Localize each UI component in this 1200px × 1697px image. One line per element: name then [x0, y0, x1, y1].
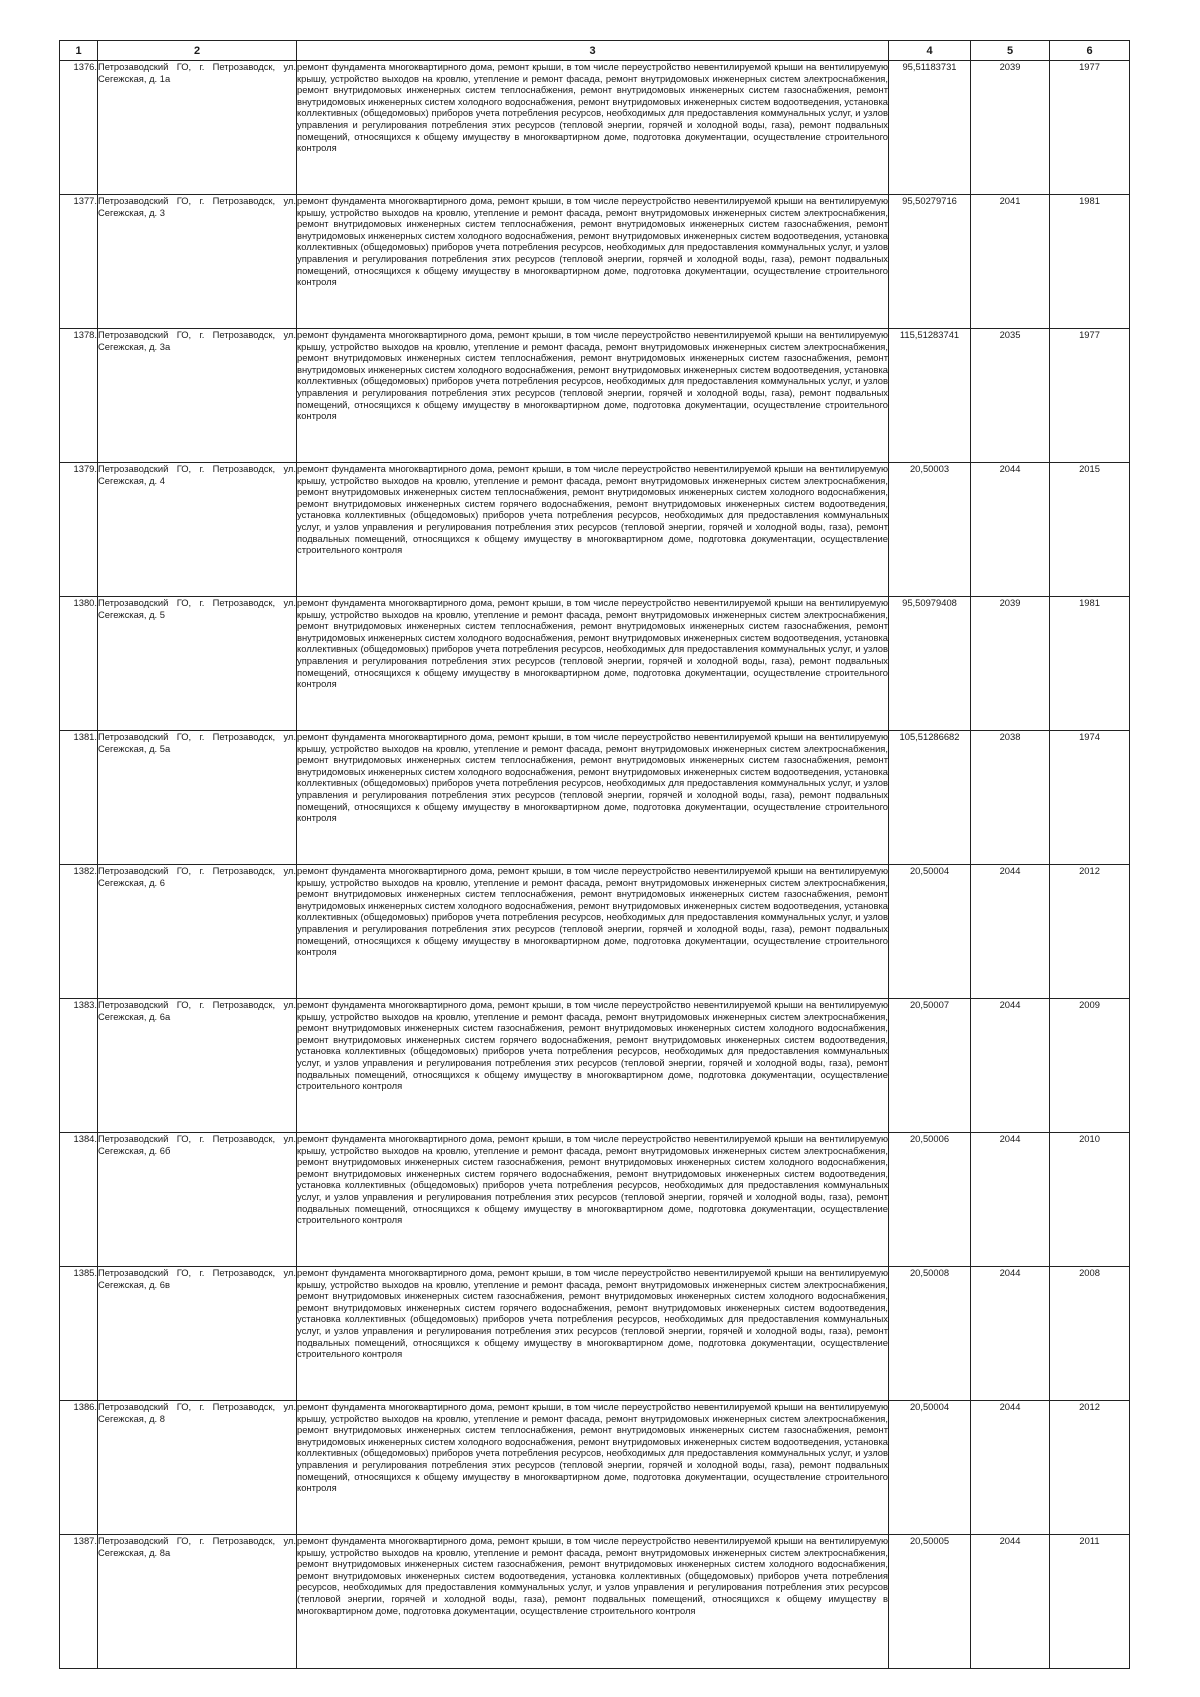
works-cell: ремонт фундамента многоквартирного дома, ремонт крыши, в том числе переустройство невентилируемой крыши на вентилируемую крышу, устройство выходов на кровлю, утепление и ремонт фасада, ремонт внутридомовых инженерных систем электроснабжения, ремонт внутридомовых инженерных систем теплоснабжения, ремонт внутридомовых инженерных систем газоснабжения, ремонт внутридомовых инженерных систем холодного водоснабжения, ремонт внутридомовых инженерных систем водоотведения, установка коллективных (общедомовых) приборов учета потребления ресурсов, необходимых для предоставления коммунальных услуг, и узлов управления и регулирования потребления этих ресурсов (тепловой энергии, горячей и холодной воды, газа), ремонт подвальных помещений, относящихся к общему имуществу в многоквартирном доме, подготовка документации, осуществление строительного контроля	[297, 61, 889, 195]
works-cell: ремонт фундамента многоквартирного дома, ремонт крыши, в том числе переустройство невентилируемой крыши на вентилируемую крышу, устройство выходов на кровлю, утепление и ремонт фасада, ремонт внутридомовых инженерных систем электроснабжения, ремонт внутридомовых инженерных систем теплоснабжения, ремонт внутридомовых инженерных систем газоснабжения, ремонт внутридомовых инженерных систем холодного водоснабжения, ремонт внутридомовых инженерных систем водоотведения, установка коллективных (общедомовых) приборов учета потребления ресурсов, необходимых для предоставления коммунальных услуг, и узлов управления и регулирования потребления этих ресурсов (тепловой энергии, горячей и холодной воды, газа), ремонт подвальных помещений, относящихся к общему имуществу в многоквартирном доме, подготовка документации, осуществление строительного контроля	[297, 865, 889, 999]
address-cell: Петрозаводский ГО, г. Петрозаводск, ул. Сегежская, д. 8а	[98, 1535, 297, 1669]
value-cell: 95,50279716	[889, 195, 971, 329]
year-planned-cell: 2044	[971, 1401, 1050, 1535]
value-cell: 115,51283741	[889, 329, 971, 463]
year-planned-cell: 2044	[971, 1133, 1050, 1267]
table-row	[60, 195, 1130, 329]
year-built-cell: 1981	[1050, 195, 1130, 329]
table-row	[60, 463, 1130, 597]
row-number-cell: 1376.	[60, 61, 98, 195]
row-number-cell: 1379.	[60, 463, 98, 597]
value-cell: 20,50008	[889, 1267, 971, 1401]
row-number-cell: 1383.	[60, 999, 98, 1133]
table-row	[60, 1535, 1130, 1669]
table-row	[60, 1401, 1130, 1535]
table-row	[60, 61, 1130, 195]
value-cell: 20,50007	[889, 999, 971, 1133]
works-cell: ремонт фундамента многоквартирного дома, ремонт крыши, в том числе переустройство невентилируемой крыши на вентилируемую крышу, устройство выходов на кровлю, утепление и ремонт фасада, ремонт внутридомовых инженерных систем электроснабжения, ремонт внутридомовых инженерных систем газоснабжения, ремонт внутридомовых инженерных систем холодного водоснабжения, ремонт внутридомовых инженерных систем горячего водоснабжения, ремонт внутридомовых инженерных систем водоотведения, установка коллективных (общедомовых) приборов учета потребления ресурсов, необходимых для предоставления коммунальных услуг, и узлов управления и регулирования потребления этих ресурсов (тепловой энергии, горячей и холодной воды, газа), ремонт подвальных помещений, относящихся к общему имуществу в многоквартирном доме, подготовка документации, осуществление строительного контроля	[297, 1133, 889, 1267]
year-planned-cell: 2039	[971, 61, 1050, 195]
address-cell: Петрозаводский ГО, г. Петрозаводск, ул. Сегежская, д. 6	[98, 865, 297, 999]
table-row	[60, 1267, 1130, 1401]
row-number-cell: 1381.	[60, 731, 98, 865]
year-planned-cell: 2041	[971, 195, 1050, 329]
works-cell: ремонт фундамента многоквартирного дома, ремонт крыши, в том числе переустройство невентилируемой крыши на вентилируемую крышу, устройство выходов на кровлю, утепление и ремонт фасада, ремонт внутридомовых инженерных систем электроснабжения, ремонт внутридомовых инженерных систем теплоснабжения, ремонт внутридомовых инженерных систем газоснабжения, ремонт внутридомовых инженерных систем холодного водоснабжения, ремонт внутридомовых инженерных систем водоотведения, установка коллективных (общедомовых) приборов учета потребления ресурсов, необходимых для предоставления коммунальных услуг, и узлов управления и регулирования потребления этих ресурсов (тепловой энергии, горячей и холодной воды, газа), ремонт подвальных помещений, относящихся к общему имуществу в многоквартирном доме, подготовка документации, осуществление строительного контроля	[297, 1401, 889, 1535]
address-cell: Петрозаводский ГО, г. Петрозаводск, ул. Сегежская, д. 4	[98, 463, 297, 597]
row-number-cell: 1387.	[60, 1535, 98, 1669]
address-cell: Петрозаводский ГО, г. Петрозаводск, ул. Сегежская, д. 6б	[98, 1133, 297, 1267]
address-cell: Петрозаводский ГО, г. Петрозаводск, ул. Сегежская, д. 1а	[98, 61, 297, 195]
year-built-cell: 1974	[1050, 731, 1130, 865]
year-planned-cell: 2038	[971, 731, 1050, 865]
value-cell: 20,50003	[889, 463, 971, 597]
works-cell: ремонт фундамента многоквартирного дома, ремонт крыши, в том числе переустройство невентилируемой крыши на вентилируемую крышу, устройство выходов на кровлю, утепление и ремонт фасада, ремонт внутридомовых инженерных систем электроснабжения, ремонт внутридомовых инженерных систем газоснабжения, ремонт внутридомовых инженерных систем холодного водоснабжения, ремонт внутридомовых инженерных систем водоотведения, установка коллективных (общедомовых) приборов учета потребления ресурсов, необходимых для предоставления коммунальных услуг, и узлов управления и регулирования потребления этих ресурсов (тепловой энергии, горячей и холодной воды, газа), ремонт подвальных помещений, относящихся к общему имуществу в многоквартирном доме, подготовка документации, осуществление строительного контроля	[297, 1535, 889, 1669]
year-built-cell: 2015	[1050, 463, 1130, 597]
works-cell: ремонт фундамента многоквартирного дома, ремонт крыши, в том числе переустройство невентилируемой крыши на вентилируемую крышу, устройство выходов на кровлю, утепление и ремонт фасада, ремонт внутридомовых инженерных систем электроснабжения, ремонт внутридомовых инженерных систем газоснабжения, ремонт внутридомовых инженерных систем холодного водоснабжения, ремонт внутридомовых инженерных систем горячего водоснабжения, ремонт внутридомовых инженерных систем водоотведения, установка коллективных (общедомовых) приборов учета потребления ресурсов, необходимых для предоставления коммунальных услуг, и узлов управления и регулирования потребления этих ресурсов (тепловой энергии, горячей и холодной воды, газа), ремонт подвальных помещений, относящихся к общему имуществу в многоквартирном доме, подготовка документации, осуществление строительного контроля	[297, 999, 889, 1133]
column-header: 1	[60, 41, 98, 61]
year-planned-cell: 2044	[971, 1267, 1050, 1401]
year-planned-cell: 2039	[971, 597, 1050, 731]
value-cell: 20,50004	[889, 1401, 971, 1535]
address-cell: Петрозаводский ГО, г. Петрозаводск, ул. Сегежская, д. 5	[98, 597, 297, 731]
year-built-cell: 2012	[1050, 865, 1130, 999]
row-number-cell: 1384.	[60, 1133, 98, 1267]
year-built-cell: 2009	[1050, 999, 1130, 1133]
year-built-cell: 2008	[1050, 1267, 1130, 1401]
column-header: 4	[889, 41, 971, 61]
value-cell: 95,50979408	[889, 597, 971, 731]
row-number-cell: 1377.	[60, 195, 98, 329]
year-built-cell: 1977	[1050, 329, 1130, 463]
year-built-cell: 2012	[1050, 1401, 1130, 1535]
table-row	[60, 1133, 1130, 1267]
year-planned-cell: 2044	[971, 865, 1050, 999]
header-row	[60, 41, 1130, 61]
table-body	[60, 41, 1130, 1669]
address-cell: Петрозаводский ГО, г. Петрозаводск, ул. Сегежская, д. 5а	[98, 731, 297, 865]
value-cell: 20,50005	[889, 1535, 971, 1669]
address-cell: Петрозаводский ГО, г. Петрозаводск, ул. Сегежская, д. 3	[98, 195, 297, 329]
column-header: 5	[971, 41, 1050, 61]
works-cell: ремонт фундамента многоквартирного дома, ремонт крыши, в том числе переустройство невентилируемой крыши на вентилируемую крышу, устройство выходов на кровлю, утепление и ремонт фасада, ремонт внутридомовых инженерных систем электроснабжения, ремонт внутридомовых инженерных систем теплоснабжения, ремонт внутридомовых инженерных систем газоснабжения, ремонт внутридомовых инженерных систем холодного водоснабжения, ремонт внутридомовых инженерных систем водоотведения, установка коллективных (общедомовых) приборов учета потребления ресурсов, необходимых для предоставления коммунальных услуг, и узлов управления и регулирования потребления этих ресурсов (тепловой энергии, горячей и холодной воды, газа), ремонт подвальных помещений, относящихся к общему имуществу в многоквартирном доме, подготовка документации, осуществление строительного контроля	[297, 329, 889, 463]
works-cell: ремонт фундамента многоквартирного дома, ремонт крыши, в том числе переустройство невентилируемой крыши на вентилируемую крышу, устройство выходов на кровлю, утепление и ремонт фасада, ремонт внутридомовых инженерных систем электроснабжения, ремонт внутридомовых инженерных систем теплоснабжения, ремонт внутридомовых инженерных систем газоснабжения, ремонт внутридомовых инженерных систем холодного водоснабжения, ремонт внутридомовых инженерных систем водоотведения, установка коллективных (общедомовых) приборов учета потребления ресурсов, необходимых для предоставления коммунальных услуг, и узлов управления и регулирования потребления этих ресурсов (тепловой энергии, горячей и холодной воды, газа), ремонт подвальных помещений, относящихся к общему имуществу в многоквартирном доме, подготовка документации, осуществление строительного контроля	[297, 597, 889, 731]
column-header: 6	[1050, 41, 1130, 61]
value-cell: 95,51183731	[889, 61, 971, 195]
value-cell: 105,51286682	[889, 731, 971, 865]
address-cell: Петрозаводский ГО, г. Петрозаводск, ул. Сегежская, д. 8	[98, 1401, 297, 1535]
year-planned-cell: 2044	[971, 999, 1050, 1133]
row-number-cell: 1385.	[60, 1267, 98, 1401]
value-cell: 20,50006	[889, 1133, 971, 1267]
table-row	[60, 999, 1130, 1133]
register-table	[59, 40, 1130, 1669]
works-cell: ремонт фундамента многоквартирного дома, ремонт крыши, в том числе переустройство невентилируемой крыши на вентилируемую крышу, устройство выходов на кровлю, утепление и ремонт фасада, ремонт внутридомовых инженерных систем электроснабжения, ремонт внутридомовых инженерных систем теплоснабжения, ремонт внутридомовых инженерных систем газоснабжения, ремонт внутридомовых инженерных систем холодного водоснабжения, ремонт внутридомовых инженерных систем водоотведения, установка коллективных (общедомовых) приборов учета потребления ресурсов, необходимых для предоставления коммунальных услуг, и узлов управления и регулирования потребления этих ресурсов (тепловой энергии, горячей и холодной воды, газа), ремонт подвальных помещений, относящихся к общему имуществу в многоквартирном доме, подготовка документации, осуществление строительного контроля	[297, 195, 889, 329]
document-page	[59, 40, 1129, 1669]
row-number-cell: 1380.	[60, 597, 98, 731]
row-number-cell: 1382.	[60, 865, 98, 999]
year-planned-cell: 2035	[971, 329, 1050, 463]
address-cell: Петрозаводский ГО, г. Петрозаводск, ул. Сегежская, д. 6в	[98, 1267, 297, 1401]
table-row	[60, 731, 1130, 865]
year-built-cell: 1981	[1050, 597, 1130, 731]
year-built-cell: 1977	[1050, 61, 1130, 195]
column-header: 3	[297, 41, 889, 61]
year-built-cell: 2010	[1050, 1133, 1130, 1267]
row-number-cell: 1386.	[60, 1401, 98, 1535]
value-cell: 20,50004	[889, 865, 971, 999]
column-header: 2	[98, 41, 297, 61]
works-cell: ремонт фундамента многоквартирного дома, ремонт крыши, в том числе переустройство невентилируемой крыши на вентилируемую крышу, устройство выходов на кровлю, утепление и ремонт фасада, ремонт внутридомовых инженерных систем электроснабжения, ремонт внутридомовых инженерных систем газоснабжения, ремонт внутридомовых инженерных систем холодного водоснабжения, ремонт внутридомовых инженерных систем горячего водоснабжения, ремонт внутридомовых инженерных систем водоотведения, установка коллективных (общедомовых) приборов учета потребления ресурсов, необходимых для предоставления коммунальных услуг, и узлов управления и регулирования потребления этих ресурсов (тепловой энергии, горячей и холодной воды, газа), ремонт подвальных помещений, относящихся к общему имуществу в многоквартирном доме, подготовка документации, осуществление строительного контроля	[297, 1267, 889, 1401]
year-planned-cell: 2044	[971, 463, 1050, 597]
table-row	[60, 597, 1130, 731]
table-row	[60, 865, 1130, 999]
row-number-cell: 1378.	[60, 329, 98, 463]
works-cell: ремонт фундамента многоквартирного дома, ремонт крыши, в том числе переустройство невентилируемой крыши на вентилируемую крышу, устройство выходов на кровлю, утепление и ремонт фасада, ремонт внутридомовых инженерных систем электроснабжения, ремонт внутридомовых инженерных систем теплоснабжения, ремонт внутридомовых инженерных систем газоснабжения, ремонт внутридомовых инженерных систем холодного водоснабжения, ремонт внутридомовых инженерных систем водоотведения, установка коллективных (общедомовых) приборов учета потребления ресурсов, необходимых для предоставления коммунальных услуг, и узлов управления и регулирования потребления этих ресурсов (тепловой энергии, горячей и холодной воды, газа), ремонт подвальных помещений, относящихся к общему имуществу в многоквартирном доме, подготовка документации, осуществление строительного контроля	[297, 731, 889, 865]
table-row	[60, 329, 1130, 463]
year-built-cell: 2011	[1050, 1535, 1130, 1669]
year-planned-cell: 2044	[971, 1535, 1050, 1669]
works-cell: ремонт фундамента многоквартирного дома, ремонт крыши, в том числе переустройство невентилируемой крыши на вентилируемую крышу, устройство выходов на кровлю, утепление и ремонт фасада, ремонт внутридомовых инженерных систем электроснабжения, ремонт внутридомовых инженерных систем теплоснабжения, ремонт внутридомовых инженерных систем холодного водоснабжения, ремонт внутридомовых инженерных систем горячего водоснабжения, ремонт внутридомовых инженерных систем водоотведения, установка коллективных (общедомовых) приборов учета потребления ресурсов, необходимых для предоставления коммунальных услуг, и узлов управления и регулирования потребления этих ресурсов (тепловой энергии, горячей и холодной воды, газа), ремонт подвальных помещений, относящихся к общему имуществу в многоквартирном доме, подготовка документации, осуществление строительного контроля	[297, 463, 889, 597]
address-cell: Петрозаводский ГО, г. Петрозаводск, ул. Сегежская, д. 6а	[98, 999, 297, 1133]
address-cell: Петрозаводский ГО, г. Петрозаводск, ул. Сегежская, д. 3а	[98, 329, 297, 463]
